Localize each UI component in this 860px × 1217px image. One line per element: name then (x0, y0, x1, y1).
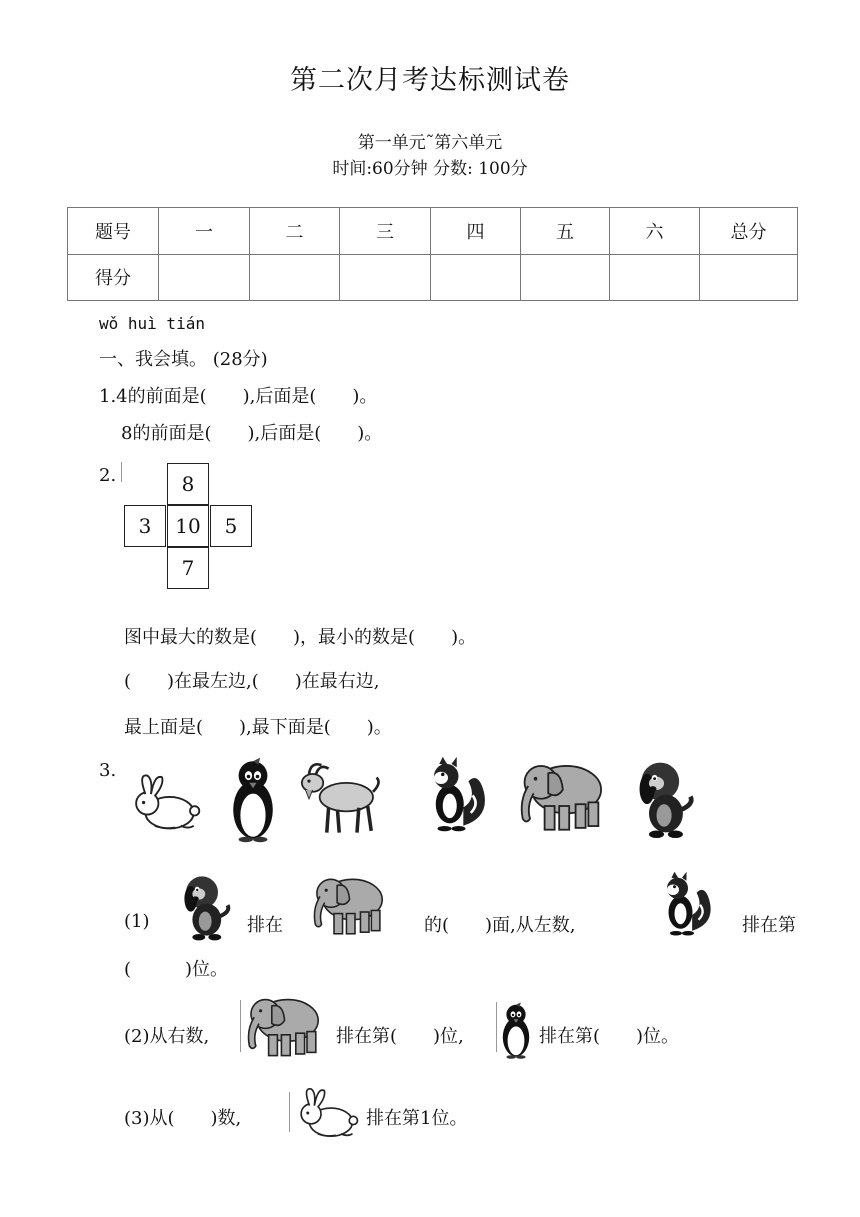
q3-p2-prefix: (2)从右数, (124, 1026, 210, 1047)
score-input-cell[interactable] (431, 254, 521, 301)
page-title: 第二次月考达标测试卷 (290, 65, 570, 96)
q2-line3: 最上面是( ),最下面是( )。 (124, 717, 392, 738)
grid-cell-left: 3 (124, 505, 166, 547)
number-cross-grid (124, 463, 254, 589)
score-input-cell[interactable] (700, 254, 798, 301)
grid-cell-bottom: 7 (167, 547, 209, 589)
score-header-cell: 题号 (68, 208, 159, 255)
score-header-cell: 三 (340, 208, 431, 255)
elephant-icon (305, 870, 391, 940)
score-input-cell[interactable] (521, 254, 610, 301)
q3-label: 3. (99, 760, 117, 781)
elephant-icon (242, 990, 324, 1062)
score-table (67, 207, 798, 301)
squirrel-icon (655, 868, 715, 940)
subtitle-time-score: 时间:60分钟 分数: 100分 (332, 159, 528, 179)
score-header-cell: 二 (250, 208, 340, 255)
score-header-cell: 六 (610, 208, 700, 255)
puppy-icon (176, 870, 236, 942)
grid-cell-top: 8 (167, 463, 209, 505)
score-input-cell[interactable] (610, 254, 700, 301)
q3-p1-end: 排在第 (742, 915, 796, 936)
q2-line2: ( )在最左边,( )在最右边, (124, 671, 380, 692)
penguin-icon (226, 752, 280, 846)
section-pinyin: wǒ huì tián (99, 314, 205, 333)
q1-line2: 8的前面是( ),后面是( )。 (121, 423, 383, 444)
score-table-header-row (68, 208, 798, 255)
q1-line1: 1.4的前面是( ),后面是( )。 (99, 386, 378, 407)
q3-p2-mid: 排在第( )位, (336, 1026, 464, 1047)
squirrel-icon (420, 752, 490, 837)
figure-bracket (496, 1002, 497, 1052)
q3-p3-prefix: (3)从( )数, (124, 1108, 242, 1129)
score-header-cell: 一 (159, 208, 250, 255)
q3-p1-mid1: 排在 (247, 915, 283, 936)
q2-line1: 图中最大的数是( )，最小的数是( )。 (124, 627, 477, 648)
q2-label: 2. (99, 465, 117, 486)
score-header-cell: 五 (521, 208, 610, 255)
elephant-icon (515, 755, 607, 837)
puppy-icon (632, 755, 698, 840)
score-header-cell: 四 (431, 208, 521, 255)
score-input-cell[interactable] (340, 254, 431, 301)
q3-p2-end: 排在第( )位。 (539, 1026, 680, 1047)
figure-bracket (121, 462, 122, 482)
score-row-label: 得分 (68, 254, 159, 301)
rabbit-icon (124, 770, 204, 835)
score-header-cell: 总分 (700, 208, 798, 255)
q3-p3-end: 排在第1位。 (366, 1108, 468, 1129)
grid-cell-center: 10 (167, 505, 209, 547)
penguin-icon (498, 1000, 534, 1060)
score-input-cell[interactable] (250, 254, 340, 301)
figure-bracket (240, 1000, 241, 1052)
rabbit-icon (290, 1084, 362, 1142)
grid-cell-right: 5 (210, 505, 252, 547)
q3-p1-line2: ( )位。 (124, 959, 229, 980)
q3-p1-mid2: 的( )面,从左数, (424, 915, 576, 936)
score-input-cell[interactable] (159, 254, 250, 301)
q3-p1-prefix: (1) (124, 911, 150, 932)
score-table-score-row (68, 254, 798, 301)
section-heading: 一、我会填。 (28分) (99, 349, 268, 370)
goat-icon (296, 758, 386, 838)
subtitle-units: 第一单元˜第六单元 (357, 133, 503, 153)
